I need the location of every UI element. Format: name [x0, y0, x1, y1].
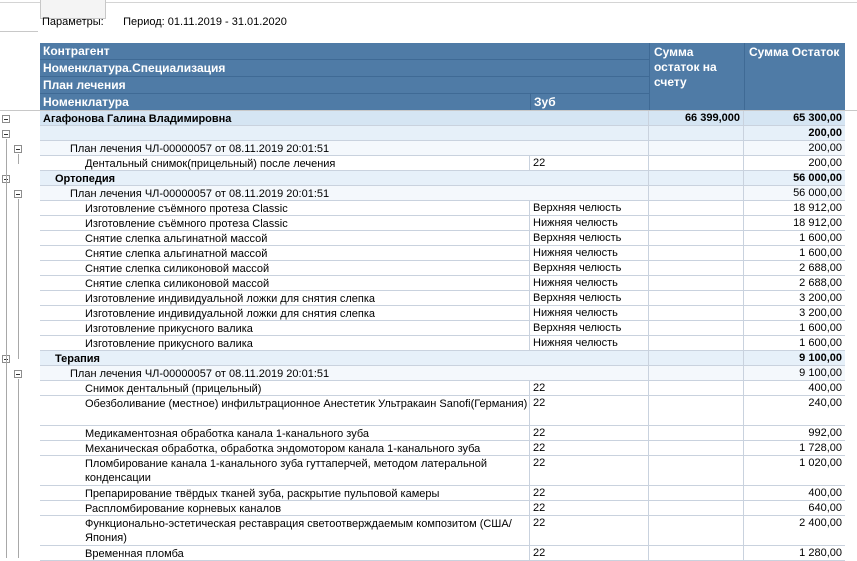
cell-tooth: Верхняя челюсть [530, 201, 649, 215]
cell-tooth: 22 [530, 501, 649, 515]
cell-sum-account [649, 276, 744, 290]
cell-sum-account [649, 366, 744, 380]
top-border [0, 2, 857, 3]
cell-name-text: Дентальный снимок(прицельный) после лечения [85, 158, 336, 170]
cell-name [40, 426, 530, 440]
cell-name-text: Снятие слепка альгинатной массой [85, 248, 268, 260]
cell-name [40, 246, 530, 260]
cell-name-text: Распломбирование корневых каналов [85, 503, 282, 515]
parameters-line [42, 16, 287, 28]
cell-sum-account [649, 231, 744, 245]
table-row[interactable] [40, 336, 845, 351]
table-row[interactable] [40, 486, 845, 501]
cell-name-text: Изготовление съёмного протеза Classic [85, 203, 288, 215]
group-row-plan[interactable] [40, 366, 845, 381]
table-row[interactable] [40, 501, 845, 516]
cell-sum-account [649, 186, 744, 200]
cell-tooth: 22 [530, 456, 649, 485]
cell-sum-balance: 1 020,00 [799, 457, 842, 469]
cell-sum-balance: 18 912,00 [793, 217, 842, 229]
cell-sum-account [649, 516, 744, 545]
table-row[interactable] [40, 156, 845, 171]
cell-sum-balance: 2 400,00 [799, 517, 842, 529]
cell-sum-balance: 9 100,00 [799, 352, 842, 364]
group-row-counterparty[interactable] [40, 111, 845, 126]
collapse-minus-icon[interactable] [14, 370, 22, 378]
cell-name-text: Механическая обработка, обработка эндомотором канала 1-канального зуба [85, 443, 481, 455]
table-row[interactable] [40, 321, 845, 336]
cell-sum-account [649, 141, 744, 155]
cell-name-text: Агафонова Галина Владимировна [43, 113, 232, 125]
cell-name-text: Изготовление прикусного валика [85, 338, 253, 350]
cell-tooth: 22 [530, 426, 649, 440]
tree-guide-line [6, 139, 7, 558]
cell-name-text: Снятие слепка силиконовой массой [85, 278, 270, 290]
table-row[interactable] [40, 456, 845, 486]
cell-sum-account [649, 351, 744, 365]
cell-name [40, 381, 530, 395]
cell-sum-balance: 65 300,00 [793, 112, 842, 124]
cell-sum-account [649, 246, 744, 260]
cell-sum-balance: 1 600,00 [799, 322, 842, 334]
cell-name-text: Снятие слепка силиконовой массой [85, 263, 270, 275]
cell-tooth: Верхняя челюсть [530, 321, 649, 335]
tree-guide-line [18, 199, 19, 359]
cell-tooth: Нижняя челюсть [530, 336, 649, 350]
cell-sum-account [649, 321, 744, 335]
cell-sum-account [649, 261, 744, 275]
cell-name-text: Медикаментозная обработка канала 1-канального зуба [85, 428, 370, 440]
table-row[interactable] [40, 441, 845, 456]
cell-name [40, 171, 649, 185]
cell-tooth: 22 [530, 441, 649, 455]
group-row-specialization[interactable] [40, 126, 845, 141]
cell-name [40, 186, 649, 200]
cell-sum-balance: 1 728,00 [799, 442, 842, 454]
table-row[interactable] [40, 291, 845, 306]
cell-name [40, 231, 530, 245]
header-sum-account[interactable]: Сумма остаток на счету [649, 43, 744, 110]
cell-sum-balance: 200,00 [808, 142, 842, 154]
cell-sum-account [649, 396, 744, 425]
cell-name [40, 291, 530, 305]
cell-sum-balance: 2 688,00 [799, 262, 842, 274]
cell-name-text: Изготовление съёмного протеза Classic [85, 218, 288, 230]
cell-name [40, 156, 530, 170]
cell-sum-balance: 400,00 [808, 487, 842, 499]
header-counterparty[interactable]: Контрагент [40, 43, 649, 60]
cell-sum-balance: 1 600,00 [799, 337, 842, 349]
table-row[interactable] [40, 246, 845, 261]
cell-sum-account [649, 381, 744, 395]
cell-sum-account [649, 156, 744, 170]
cell-sum-balance: 1 280,00 [799, 547, 842, 559]
cell-tooth: Верхняя челюсть [530, 291, 649, 305]
cell-sum-balance: 3 200,00 [799, 307, 842, 319]
group-row-specialization[interactable] [40, 171, 845, 186]
cell-sum-balance: 1 600,00 [799, 232, 842, 244]
cell-name [40, 396, 530, 425]
cell-name-text: План лечения ЧЛ-00000057 от 08.11.2019 20:01:51 [70, 143, 330, 155]
cell-tooth: Нижняя челюсть [530, 276, 649, 290]
cell-name-text: Терапия [55, 353, 100, 365]
cell-name-text: Снятие слепка альгинатной массой [85, 233, 268, 245]
cell-name [40, 201, 530, 215]
cell-sum-balance: 200,00 [808, 127, 842, 139]
collapse-minus-icon[interactable] [2, 115, 10, 123]
cell-tooth: 22 [530, 381, 649, 395]
cell-name [40, 216, 530, 230]
cell-sum-balance: 56 000,00 [793, 187, 842, 199]
tree-guide-line [18, 154, 19, 164]
gutter-divider [0, 31, 38, 32]
cell-name [40, 141, 649, 155]
cell-sum-balance: 200,00 [808, 157, 842, 169]
cell-sum-balance: 2 688,00 [799, 277, 842, 289]
tree-guide-line [18, 379, 19, 558]
table-row[interactable] [40, 276, 845, 291]
cell-sum-account [649, 126, 744, 140]
cell-tooth: 22 [530, 486, 649, 500]
cell-sum-account [649, 441, 744, 455]
cell-sum-account [649, 486, 744, 500]
cell-tooth: 22 [530, 546, 649, 560]
collapse-minus-icon[interactable] [14, 190, 22, 198]
cell-sum-balance: 56 000,00 [793, 172, 842, 184]
cell-name-text: Снимок дентальный (прицельный) [85, 383, 262, 395]
header-tooth[interactable]: Зуб [530, 94, 649, 110]
table-row[interactable] [40, 216, 845, 231]
collapse-minus-icon[interactable] [14, 145, 22, 153]
grouping-tree [0, 111, 38, 558]
header-treatment-plan[interactable]: План лечения [40, 77, 649, 94]
cell-tooth: 22 [530, 156, 649, 170]
header-nomenclature[interactable]: Номенклатура [43, 95, 129, 109]
cell-name-text: Пломбирование канала 1-канального зуба гуттаперчей, методом латеральной конденсации [85, 458, 488, 484]
cell-sum-account [649, 306, 744, 320]
cell-sum-account [649, 291, 744, 305]
cell-sum-account [649, 456, 744, 485]
cell-sum-balance: 1 600,00 [799, 247, 842, 259]
report-header [40, 43, 845, 110]
cell-name [40, 516, 530, 545]
cell-name [40, 501, 530, 515]
cell-name-text: Функционально-эстетическая реставрация светоотверждаемым композитом (США/Япония) [85, 518, 512, 544]
cell-sum-account: 66 399,000 [649, 111, 744, 125]
cell-name-text: Обезболивание (местное) инфильтрационное Анестетик Ультракаин Sanofi(Германия) [85, 398, 528, 410]
cell-name [40, 126, 649, 140]
header-specialization[interactable]: Номенклатура.Специализация [40, 60, 649, 77]
cell-name [40, 366, 649, 380]
cell-sum-account [649, 171, 744, 185]
cell-name-text: Изготовление индивидуальной ложки для снятия слепка [85, 293, 376, 305]
cell-sum-balance: 18 912,00 [793, 202, 842, 214]
table-row[interactable] [40, 396, 845, 426]
cell-name [40, 276, 530, 290]
table-row[interactable] [40, 381, 845, 396]
cell-tooth: Верхняя челюсть [530, 231, 649, 245]
cell-sum-account [649, 426, 744, 440]
cell-name-text: Ортопедия [55, 173, 116, 185]
cell-name [40, 111, 649, 125]
cell-sum-balance: 3 200,00 [799, 292, 842, 304]
cell-name [40, 456, 530, 485]
cell-sum-balance: 9 100,00 [799, 367, 842, 379]
cell-sum-account [649, 336, 744, 350]
cell-name [40, 306, 530, 320]
table-row[interactable] [40, 261, 845, 276]
group-row-plan[interactable] [40, 186, 845, 201]
header-sum-balance[interactable]: Сумма Остаток [744, 43, 845, 110]
cell-sum-balance: 992,00 [808, 427, 842, 439]
cell-name [40, 351, 649, 365]
cell-tooth: Нижняя челюсть [530, 216, 649, 230]
group-row-specialization[interactable] [40, 351, 845, 366]
table-row[interactable] [40, 546, 845, 561]
cell-tooth: Нижняя челюсть [530, 246, 649, 260]
cell-sum-account [649, 201, 744, 215]
cell-tooth: 22 [530, 396, 649, 425]
group-row-plan[interactable] [40, 141, 845, 156]
cell-name [40, 261, 530, 275]
cell-name-text: Временная пломба [85, 548, 184, 560]
table-row[interactable] [40, 201, 845, 216]
cell-name [40, 441, 530, 455]
table-row[interactable] [40, 306, 845, 321]
cell-sum-account [649, 501, 744, 515]
cell-tooth: Нижняя челюсть [530, 306, 649, 320]
cell-name-text: План лечения ЧЛ-00000057 от 08.11.2019 20:01:51 [70, 368, 330, 380]
cell-name [40, 336, 530, 350]
collapse-minus-icon[interactable] [2, 130, 10, 138]
period-value: Период: 01.11.2019 - 31.01.2020 [123, 16, 287, 28]
cell-name-text [40, 126, 648, 127]
cell-tooth: Верхняя челюсть [530, 261, 649, 275]
cell-name-text: Изготовление индивидуальной ложки для снятия слепка [85, 308, 376, 320]
cell-name-text: Препарирование твёрдых тканей зуба, раскрытие пульповой камеры [85, 488, 440, 500]
parameters-label: Параметры: [42, 16, 104, 28]
cell-name-text: Изготовление прикусного валика [85, 323, 253, 335]
cell-name [40, 486, 530, 500]
cell-sum-account [649, 216, 744, 230]
cell-sum-balance: 640,00 [808, 502, 842, 514]
table-row[interactable] [40, 231, 845, 246]
cell-sum-balance: 240,00 [808, 397, 842, 409]
cell-name-text: План лечения ЧЛ-00000057 от 08.11.2019 20:01:51 [70, 188, 330, 200]
table-row[interactable] [40, 516, 845, 546]
table-row[interactable] [40, 426, 845, 441]
cell-tooth: 22 [530, 516, 649, 545]
cell-sum-balance: 400,00 [808, 382, 842, 394]
cell-name [40, 321, 530, 335]
